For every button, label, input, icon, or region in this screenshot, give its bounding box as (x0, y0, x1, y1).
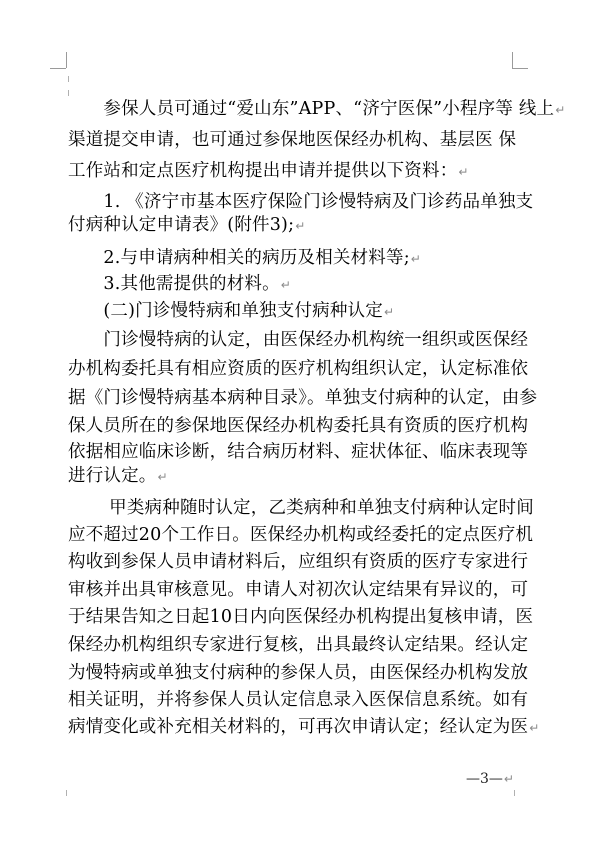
text-line (68, 521, 534, 549)
text-line (68, 548, 529, 576)
line-text: 为慢特病或单独支付病种的参保人员，由医保经办机构发放 (68, 663, 529, 683)
text-line (68, 355, 529, 383)
crop-mark-top-right (512, 68, 528, 69)
crop-mark-top-left (50, 68, 66, 69)
line-text: 构收到参保人员申请材料后，应组织有资质的医疗专家进行 (68, 552, 529, 572)
line-text: 3.其他需提供的材料。 (68, 274, 280, 294)
text-line (68, 384, 538, 412)
line-text: 甲类病种随时认定，乙类病种和单独支付病种认定时间 (68, 498, 534, 518)
paragraph-mark-icon: ↵ (503, 772, 514, 786)
text-line (68, 576, 529, 604)
text-line (68, 603, 534, 631)
line-text: 付病种认定申请表》(附件3); (68, 215, 295, 235)
line-text: 依据相应临床诊断，结合病历材料、症状体征、临床表现等 (68, 442, 529, 462)
line-text: 渠道提交申请，也可通过参保地医保经办机构、基层医 保 (68, 130, 517, 150)
margin-tick (514, 790, 515, 796)
line-text: 保人员所在的参保地医保经办机构委托具有资质的医疗机构 (68, 416, 529, 436)
paragraph-mark-icon: ↵ (157, 470, 168, 484)
line-text: 参保人员可通过“爱山东”APP、“济宁医保”小程序等 线上 (68, 99, 555, 119)
line-text: 2.与申请病种相关的病历及相关材料等; (68, 248, 410, 268)
paragraph-mark-icon: ↵ (410, 252, 422, 266)
line-text: (二)门诊慢特病和单独支付病种认定 (68, 301, 383, 321)
text-line (68, 412, 529, 440)
margin-tick (68, 76, 69, 82)
text-line (68, 494, 534, 522)
crop-mark-top-left (66, 52, 67, 68)
margin-tick (66, 790, 67, 796)
text-line (68, 326, 529, 354)
line-text: 据《门诊慢特病基本病种目录》。单独支付病种的认定，由参 (68, 388, 538, 408)
line-text: 工作站和定点医疗机构提出申请并提供以下资料： (68, 161, 458, 181)
text-line (68, 297, 518, 325)
line-text: 1. 《济宁市基本医疗保险门诊慢特病及门诊药品单独支 (68, 192, 534, 212)
paragraph-mark-icon: ↵ (555, 103, 566, 117)
text-line (68, 157, 518, 185)
line-text: 门诊慢特病的认定，由医保经办机构统一组织或医保经 (68, 330, 529, 350)
line-text: 应不超过20个工作日。医保经办机构或经委托的定点医疗机 (68, 525, 534, 545)
text-line (68, 244, 518, 272)
paragraph-mark-icon: ↵ (529, 721, 540, 735)
line-text: 保经办机构组织专家进行复核，出具最终认定结果。经认定 (68, 635, 529, 655)
page-number-text: —3— (466, 771, 503, 787)
crop-mark-top-right (512, 52, 513, 68)
text-line (68, 126, 518, 154)
line-text: 办机构委托具有相应资质的医疗机构组织认定，认定标准依 (68, 359, 529, 379)
line-text: 相关证明，并将参保人员认定信息录入医保信息系统。如有 (68, 690, 529, 710)
text-line (68, 713, 540, 741)
text-line (68, 270, 518, 298)
page-number (466, 769, 514, 789)
line-text: 于结果告知之日起10日内向医保经办机构提出复核申请，医 (68, 607, 534, 627)
paragraph-mark-icon: ↵ (383, 305, 395, 319)
text-line (68, 211, 518, 239)
paragraph-mark-icon: ↵ (458, 165, 469, 179)
text-line (68, 95, 566, 123)
text-line (68, 659, 529, 687)
line-text: 进行认定。 (68, 466, 157, 486)
text-line (68, 462, 518, 490)
text-line (68, 631, 529, 659)
paragraph-mark-icon: ↵ (280, 278, 292, 292)
line-text: 审核并出具审核意见。申请人对初次认定结果有异议的，可 (68, 580, 529, 600)
text-line (68, 686, 529, 714)
paragraph-mark-icon: ↵ (295, 219, 306, 233)
line-text: 病情变化或补充相关材料的，可再次申请认定；经认定为医 (68, 717, 529, 737)
